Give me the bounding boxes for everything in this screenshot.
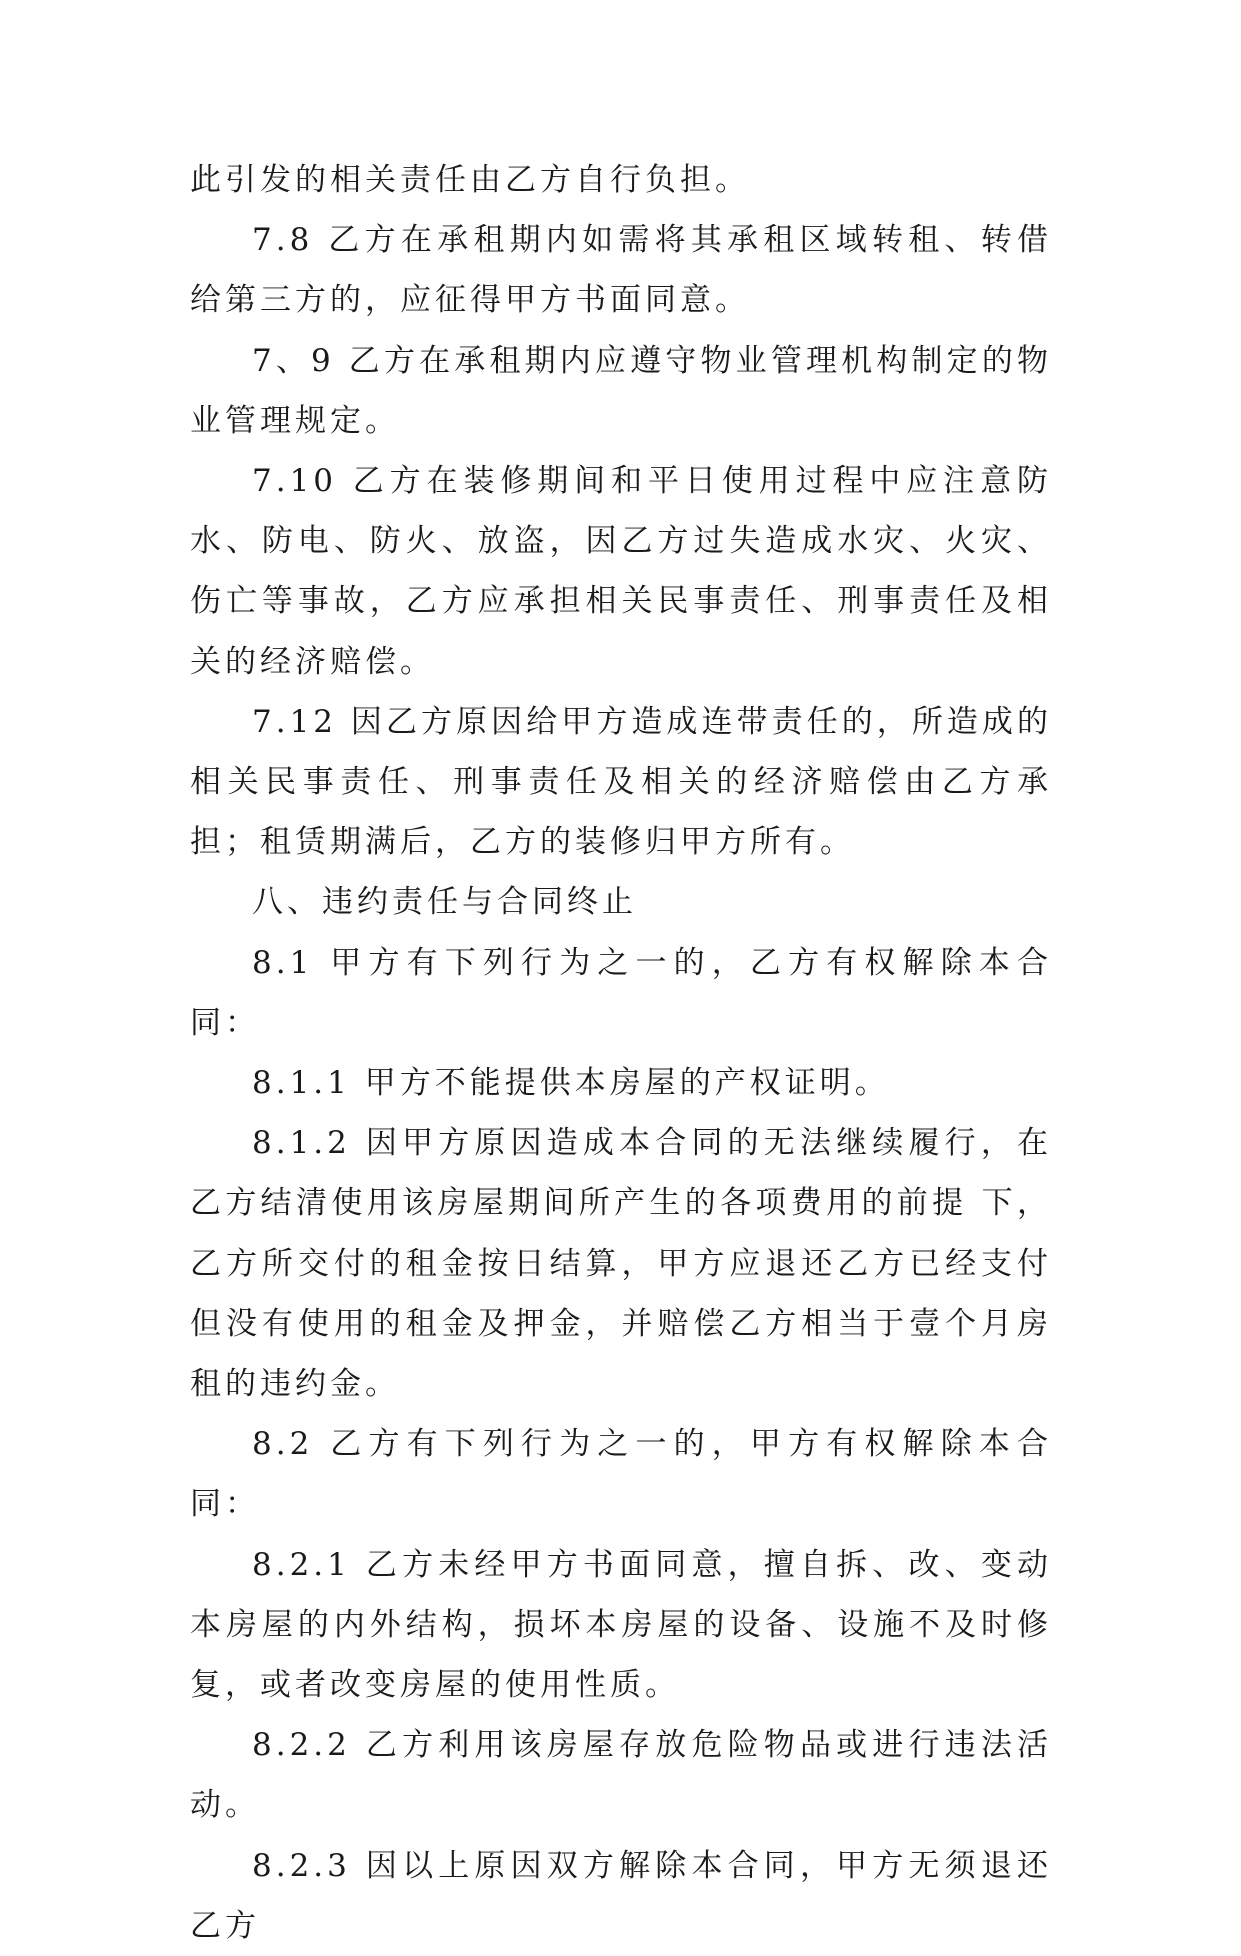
paragraph: 8.1.2 因甲方原因造成本合同的无法继续履行，在乙方结清使用该房屋期间所产生的各项费用的前提 下，乙方所交付的租金按日结算，甲方应退还乙方已经支付但没有使用的租金及押金，并赔偿乙方相当于壹个月房租的违约金。 <box>190 1125 1052 1403</box>
paragraph: 8.2.2 乙方利用该房屋存放危险物品或进行违法活动。 <box>190 1727 1052 1824</box>
paragraph: 此引发的相关责任由乙方自行负担。 <box>190 162 750 198</box>
paragraph: 7、9 乙方在承租期内应遵守物业管理机构制定的物业管理规定。 <box>190 342 1052 439</box>
paragraph: 8.1.1 甲方不能提供本房屋的产权证明。 <box>252 1065 890 1102</box>
paragraph: 8.1 甲方有下列行为之一的，乙方有权解除本合同： <box>190 944 1052 1041</box>
paragraph: 8.2.3 因以上原因双方解除本合同，甲方无须退还乙方 <box>190 1847 1052 1944</box>
paragraph: 8.2 乙方有下列行为之一的，甲方有权解除本合同： <box>190 1426 1052 1523</box>
document-body <box>190 150 1052 1956</box>
paragraph: 7.12 因乙方原因给甲方造成连带责任的，所造成的相关民事责任、刑事责任及相关的经济赔偿由乙方承担；租赁期满后，乙方的装修归甲方所有。 <box>190 703 1052 861</box>
paragraph: 8.2.1 乙方未经甲方书面同意，擅自拆、改、变动本房屋的内外结构，损坏本房屋的设备、设施不及时修复，或者改变房屋的使用性质。 <box>190 1546 1052 1704</box>
paragraph: 7.10 乙方在装修期间和平日使用过程中应注意防水、防电、防火、放盗，因乙方过失造成水灾、火灾、伤亡等事故，乙方应承担相关民事责任、刑事责任及相关的经济赔偿。 <box>190 463 1052 680</box>
paragraph: 7.8 乙方在承租期内如需将其承租区域转租、转借给第三方的，应征得甲方书面同意。 <box>190 222 1052 319</box>
section-heading: 八、违约责任与合同终止 <box>252 884 637 921</box>
